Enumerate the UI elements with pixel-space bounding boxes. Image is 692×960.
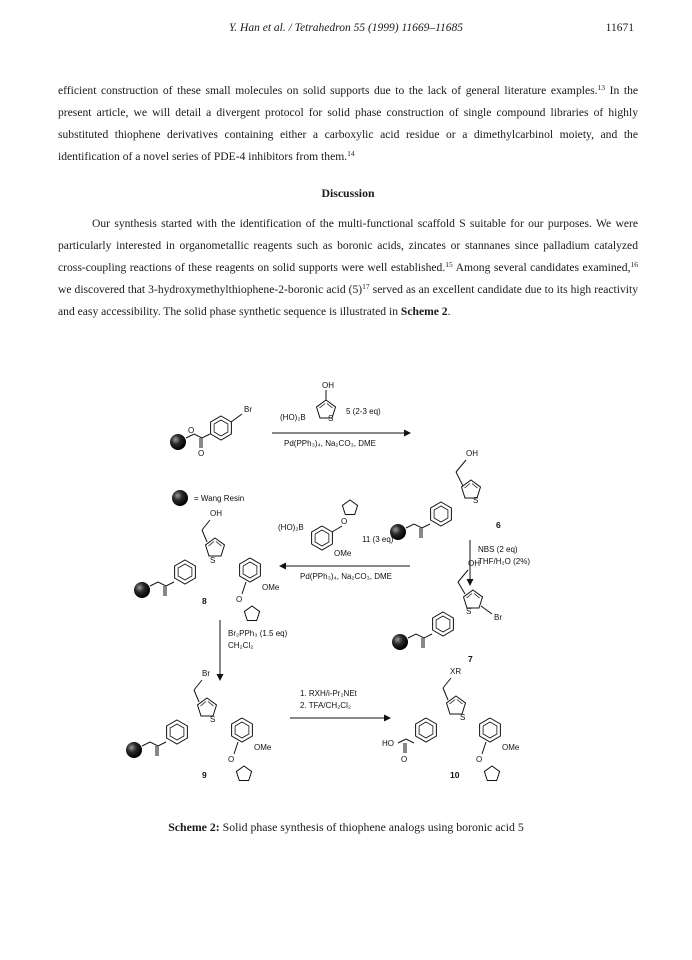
paragraph-discussion: Our synthesis started with the identification of the multi-functional scaffold S suitable for our purposes. We were particularly interested in organometallic reagents such as boronic acids, zincates or stannanes since palladium catalyzed cross-coupling reactions of these reagents on solid supports were well established.$^{15}$ Among several candidates examined,$^{16}$ we discovered that 3-hydroxymethylthiophene-2-boronic acid $(5)^{17}$ served as an excellent candidate due to its high reactivity and easy accessibility. The solid phase synthetic sequence is illustrated in Scheme 2. [58,217,638,318]
caption-text: Solid phase synthesis of thiophene analogs using boronic acid 5 [219,820,524,834]
reaction-scheme [150,380,590,810]
svg-text:11 (3 eq): 11 (3 eq) [362,535,394,544]
scheme-caption [0,820,692,835]
running-header [58,22,634,38]
svg-text:Br: Br [202,669,210,678]
svg-text:S: S [473,496,479,505]
svg-text:OH: OH [210,509,222,518]
svg-text:OMe: OMe [262,583,280,592]
svg-text:O: O [476,755,483,764]
compound-9 [126,669,272,781]
svg-text:S: S [466,607,472,616]
resin-bead-icon [126,742,142,758]
svg-text:OMe: OMe [254,743,272,752]
citation-14: 14 [347,149,355,158]
reaction-scheme-drawing [150,380,590,810]
svg-text:Pd(PPh₃)₄, Na₂CO₃, DME: Pd(PPh₃)₄, Na₂CO₃, DME [300,572,393,581]
svg-text:= Wang Resin: = Wang Resin [194,494,245,503]
svg-text:(HO)₂B: (HO)₂B [278,523,304,532]
svg-text:10: 10 [450,770,460,780]
compound-7 [392,559,502,664]
wang-resin-legend [172,490,244,506]
svg-text:1. RXH/i-Pr₂NEt: 1. RXH/i-Pr₂NEt [300,689,357,698]
caption-label: Scheme 2: [168,820,220,834]
compound-8 [134,509,280,621]
svg-text:7: 7 [468,654,473,664]
svg-text:(HO)₂B: (HO)₂B [280,413,306,422]
resin-bead-icon [172,490,188,506]
svg-text:OMe: OMe [334,549,352,558]
svg-text:Br₂PPh₃ (1.5 eq): Br₂PPh₃ (1.5 eq) [228,629,288,638]
svg-text:HO: HO [382,739,394,748]
svg-text:O: O [341,517,348,526]
compound-10 [382,667,520,781]
svg-text:OMe: OMe [502,743,520,752]
svg-text:9: 9 [202,770,207,780]
svg-text:O: O [236,595,243,604]
svg-text:THF/H₂O (2%): THF/H₂O (2%) [478,557,530,566]
svg-text:O: O [188,426,195,435]
resin-bead-icon [134,582,150,598]
svg-text:S: S [460,713,466,722]
compound-start [170,405,252,458]
bromo-atom: Br [244,405,252,414]
resin-bead-icon [392,634,408,650]
svg-text:OH: OH [466,449,478,458]
resin-bead-icon [170,434,186,450]
page-number: 11671 [605,22,634,34]
compound-6 [390,449,501,540]
svg-text:O: O [401,755,408,764]
step-4 [220,620,288,680]
svg-text:S: S [210,715,216,724]
svg-text:S: S [328,414,334,423]
svg-text:OH: OH [322,381,334,390]
step-1 [272,381,410,448]
svg-text:5 (2-3 eq): 5 (2-3 eq) [346,407,381,416]
svg-text:S: S [210,556,216,565]
citation-13: 13 [597,83,606,92]
svg-text:2. TFA/CH₂Cl₂: 2. TFA/CH₂Cl₂ [300,701,351,710]
svg-text:O: O [198,449,205,458]
svg-text:OH: OH [468,559,480,568]
svg-text:6: 6 [496,520,501,530]
svg-text:8: 8 [202,596,207,606]
citation-15: 15 [445,260,453,269]
section-heading-discussion: Discussion [321,186,375,200]
scheme-reference: Scheme 2 [400,305,448,318]
svg-text:CH₂Cl₂: CH₂Cl₂ [228,641,254,650]
step-5 [290,689,390,718]
article-body [58,80,638,323]
step-3 [278,500,410,581]
svg-text:Pd(PPh₃)₄, Na₂CO₃, DME: Pd(PPh₃)₄, Na₂CO₃, DME [284,439,377,448]
journal-citation: Y. Han et al. / Tetrahedron 55 (1999) 11669–11685 [228,22,464,34]
svg-text:Br: Br [494,613,502,622]
citation-17: 17 [362,282,370,291]
svg-text:XR: XR [450,667,462,676]
paragraph-intro-continued: efficient construction of these small molecules on solid supports due to the lack of general literature examples.$^{13}$ In the present article, we will detail a divergent protocol for solid phase construction of single compound libraries of highly substituted thiophene derivatives containing either a carboxylic acid residue or a dimethylcarbinol moiety, and the identification of a novel series of PDE-4 inhibitors from them.$^{14}$ [58,83,639,163]
svg-text:NBS (2 eq): NBS (2 eq) [478,545,518,554]
citation-16: 16 [630,260,638,269]
svg-text:O: O [228,755,235,764]
